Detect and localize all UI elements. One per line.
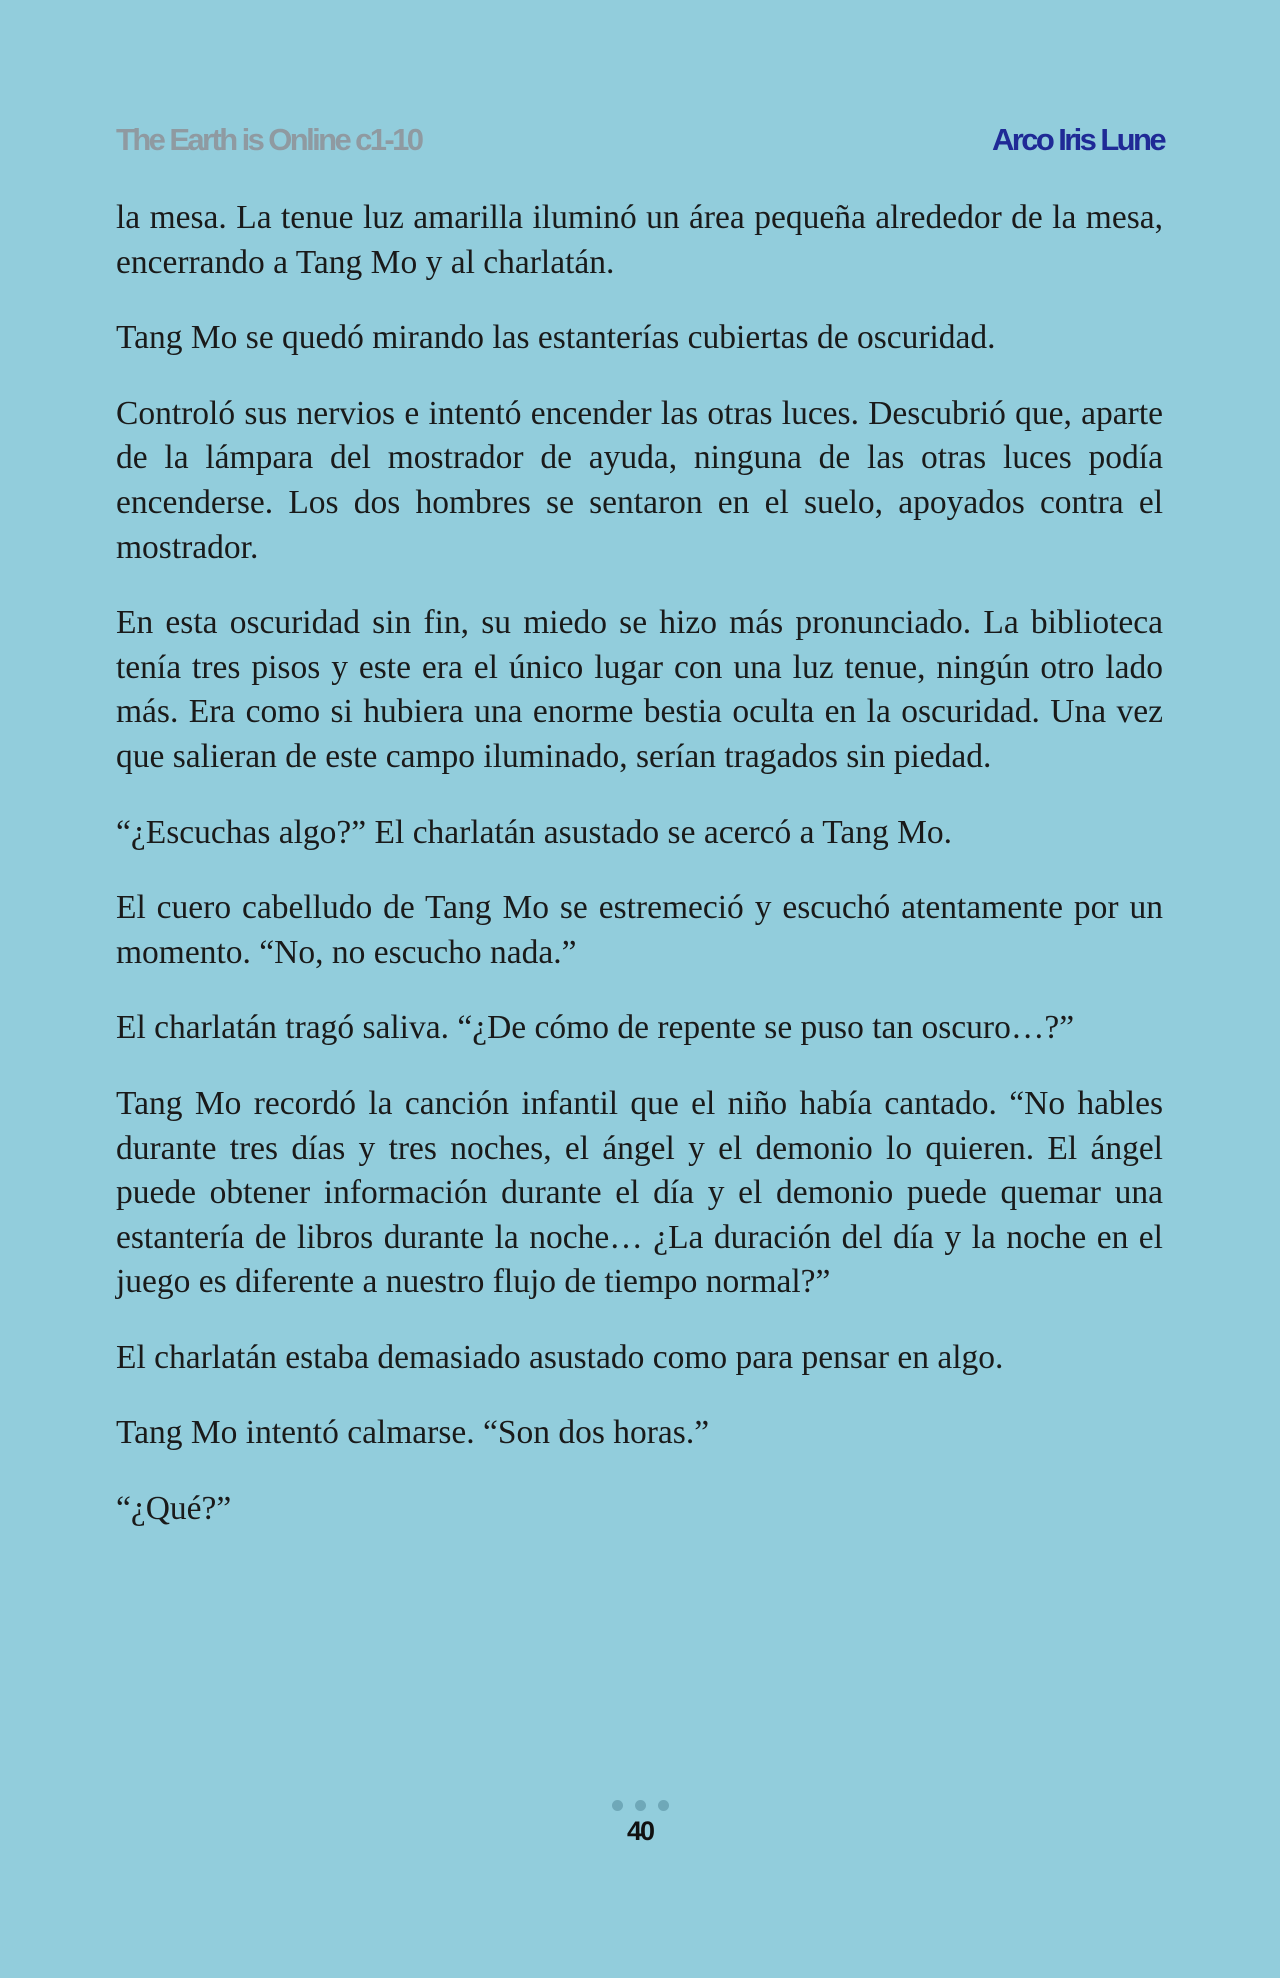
dot-icon — [658, 1800, 669, 1811]
dot-icon — [612, 1800, 623, 1811]
paragraph: El charlatán estaba demasiado asustado como para pensar en algo. — [116, 1338, 1004, 1376]
page-header — [116, 118, 1164, 162]
paragraph: “¿Escuchas algo?” El charlatán asustado se acercó a Tang Mo. — [116, 813, 953, 851]
paragraph: la mesa. La tenue luz amarilla iluminó un área pequeña alrededor de la mesa, encerrando a Tang Mo y al charlatán. — [116, 199, 1163, 281]
book-title-header: The Earth is Online c1-10 — [116, 122, 422, 157]
paragraph: Tang Mo recordó la canción infantil que el niño había cantado. “No hables durante tres días y tres noches, el ángel y el demonio lo quieren. El ángel puede obtener información durante el día y el demonio puede quemar una estantería de libros durante la noche… ¿La duración del día y la noche en el juego es diferente a nuestro flujo de tiempo normal?” — [116, 1084, 1163, 1301]
paragraph: “¿Qué?” — [116, 1490, 232, 1528]
author-header: Arco Iris Lune — [991, 122, 1164, 157]
page-footer — [0, 1800, 1280, 1847]
paragraph: El charlatán tragó saliva. “¿De cómo de repente se puso tan oscuro…?” — [116, 1009, 1075, 1047]
paragraph: Tang Mo se quedó mirando las estanterías cubiertas de oscuridad. — [116, 319, 996, 357]
ellipsis-dots-icon — [0, 1800, 1280, 1812]
dot-icon — [635, 1800, 646, 1811]
paragraph: Controló sus nervios e intentó encender las otras luces. Descubrió que, aparte de la lámpara del mostrador de ayuda, ninguna de las otras luces podía encenderse. Los dos hombres se sentaron en el suelo, apoyados contra el mostrador. — [116, 394, 1163, 566]
page-number: 40 — [626, 1816, 654, 1846]
paragraph: En esta oscuridad sin fin, su miedo se hizo más pronunciado. La biblioteca tenía tres pisos y este era el único lugar con una luz tenue, ningún otro lado más. Era como si hubiera una enorme bestia oculta en la oscuridad. Una vez que salieran de este campo iluminado, serían tragados sin piedad. — [116, 604, 1163, 775]
page-body — [116, 196, 1163, 1563]
paragraph: Tang Mo intentó calmarse. “Son dos horas.” — [116, 1414, 710, 1452]
paragraph: El cuero cabelludo de Tang Mo se estremeció y escuchó atentamente por un momento. “No, no escucho nada.” — [116, 889, 1163, 971]
